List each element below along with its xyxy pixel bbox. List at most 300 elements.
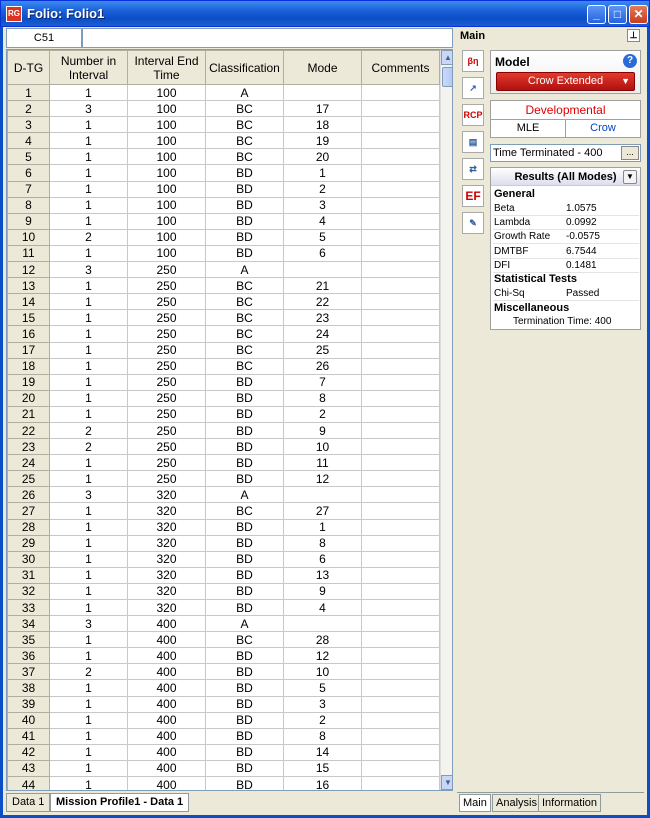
table-cell[interactable]: 320	[128, 503, 206, 519]
report-icon[interactable]: ✎	[462, 212, 484, 234]
table-cell[interactable]	[362, 728, 440, 744]
table-cell[interactable]: 2	[284, 712, 362, 728]
row-header[interactable]: 24	[8, 455, 50, 471]
table-cell[interactable]: 12	[284, 471, 362, 487]
table-cell[interactable]: 250	[128, 326, 206, 342]
table-cell[interactable]: 1	[50, 374, 128, 390]
table-cell[interactable]	[362, 117, 440, 133]
table-cell[interactable]: A	[206, 262, 284, 278]
row-header[interactable]: 23	[8, 439, 50, 455]
table-cell[interactable]: BD	[206, 439, 284, 455]
table-cell[interactable]: BD	[206, 551, 284, 567]
table-cell[interactable]: 400	[128, 616, 206, 632]
table-cell[interactable]: 5	[284, 680, 362, 696]
table-cell[interactable]: 1	[284, 165, 362, 181]
table-cell[interactable]: 22	[284, 294, 362, 310]
table-cell[interactable]: BD	[206, 535, 284, 551]
table-cell[interactable]	[362, 551, 440, 567]
vertical-scrollbar[interactable]	[440, 50, 453, 790]
table-cell[interactable]: 26	[284, 358, 362, 374]
table-cell[interactable]	[362, 503, 440, 519]
table-cell[interactable]	[362, 616, 440, 632]
table-cell[interactable]: 400	[128, 664, 206, 680]
table-cell[interactable]: 320	[128, 600, 206, 616]
table-cell[interactable]	[362, 760, 440, 776]
table-cell[interactable]: BD	[206, 165, 284, 181]
table-cell[interactable]: 25	[284, 342, 362, 358]
table-cell[interactable]: 4	[284, 600, 362, 616]
table-cell[interactable]	[362, 439, 440, 455]
table-cell[interactable]	[362, 406, 440, 422]
cell-reference-box[interactable]: C51	[6, 28, 82, 48]
row-header[interactable]: 30	[8, 551, 50, 567]
table-cell[interactable]: 400	[128, 760, 206, 776]
table-cell[interactable]: BD	[206, 664, 284, 680]
table-cell[interactable]: 8	[284, 728, 362, 744]
table-cell[interactable]: 100	[128, 149, 206, 165]
table-cell[interactable]: BC	[206, 503, 284, 519]
table-cell[interactable]: 3	[50, 262, 128, 278]
mle-option[interactable]: MLE	[491, 119, 566, 137]
table-cell[interactable]: 18	[284, 117, 362, 133]
table-cell[interactable]: 7	[284, 374, 362, 390]
table-cell[interactable]: 400	[128, 712, 206, 728]
table-cell[interactable]: 2	[50, 422, 128, 438]
table-cell[interactable]: 11	[284, 455, 362, 471]
table-cell[interactable]: 1	[50, 197, 128, 213]
row-header[interactable]: 43	[8, 760, 50, 776]
table-cell[interactable]: 1	[50, 245, 128, 261]
model-dropdown[interactable]	[496, 72, 635, 91]
row-header[interactable]: 31	[8, 567, 50, 583]
maximize-button[interactable]: □	[608, 5, 627, 24]
table-cell[interactable]: 1	[50, 696, 128, 712]
row-header[interactable]: 39	[8, 696, 50, 712]
table-cell[interactable]: 2	[50, 664, 128, 680]
row-header[interactable]: 19	[8, 374, 50, 390]
table-cell[interactable]: 14	[284, 744, 362, 760]
row-header[interactable]: 15	[8, 310, 50, 326]
table-cell[interactable]: A	[206, 616, 284, 632]
tab-information[interactable]: Information	[538, 794, 601, 812]
table-cell[interactable]	[362, 471, 440, 487]
table-cell[interactable]: 1	[50, 455, 128, 471]
table-cell[interactable]: 100	[128, 197, 206, 213]
table-cell[interactable]: 8	[284, 535, 362, 551]
table-cell[interactable]: BD	[206, 567, 284, 583]
row-header[interactable]: 14	[8, 294, 50, 310]
table-cell[interactable]: BD	[206, 744, 284, 760]
row-header[interactable]: 27	[8, 503, 50, 519]
table-cell[interactable]	[362, 777, 440, 791]
table-cell[interactable]: 320	[128, 567, 206, 583]
table-cell[interactable]: 250	[128, 422, 206, 438]
row-header[interactable]: 17	[8, 342, 50, 358]
table-cell[interactable]	[362, 245, 440, 261]
table-cell[interactable]	[362, 600, 440, 616]
row-header[interactable]: 37	[8, 664, 50, 680]
table-cell[interactable]: 1	[50, 310, 128, 326]
table-cell[interactable]: 320	[128, 583, 206, 599]
table-cell[interactable]: 1	[50, 390, 128, 406]
column-header[interactable]: Number in Interval	[50, 51, 128, 85]
ef-icon[interactable]: EF	[462, 185, 484, 207]
row-header[interactable]: 36	[8, 648, 50, 664]
table-cell[interactable]: 1	[50, 648, 128, 664]
table-cell[interactable]	[362, 664, 440, 680]
table-cell[interactable]: 10	[284, 439, 362, 455]
table-cell[interactable]: 1	[50, 600, 128, 616]
table-cell[interactable]: 1	[284, 519, 362, 535]
table-cell[interactable]: 24	[284, 326, 362, 342]
table-cell[interactable]: 28	[284, 632, 362, 648]
formula-bar[interactable]	[82, 28, 453, 48]
column-header[interactable]: Mode	[284, 51, 362, 85]
table-cell[interactable]	[362, 213, 440, 229]
row-header[interactable]: 12	[8, 262, 50, 278]
table-cell[interactable]: 1	[50, 535, 128, 551]
table-cell[interactable]: 8	[284, 390, 362, 406]
table-cell[interactable]	[284, 487, 362, 503]
table-cell[interactable]: 10	[284, 664, 362, 680]
table-cell[interactable]	[362, 744, 440, 760]
table-cell[interactable]: 1	[50, 278, 128, 294]
row-header[interactable]: 18	[8, 358, 50, 374]
column-header[interactable]: D-TG	[8, 51, 50, 85]
row-header[interactable]: 42	[8, 744, 50, 760]
table-cell[interactable]: 250	[128, 262, 206, 278]
transfer-icon[interactable]: ⇄	[462, 158, 484, 180]
column-header[interactable]: Comments	[362, 51, 440, 85]
table-cell[interactable]: 3	[50, 487, 128, 503]
table-cell[interactable]: 250	[128, 406, 206, 422]
table-cell[interactable]: 1	[50, 519, 128, 535]
table-cell[interactable]: 16	[284, 777, 362, 791]
table-cell[interactable]: 100	[128, 229, 206, 245]
row-header[interactable]: 41	[8, 728, 50, 744]
row-header[interactable]: 6	[8, 165, 50, 181]
row-header[interactable]: 13	[8, 278, 50, 294]
row-header[interactable]: 35	[8, 632, 50, 648]
table-cell[interactable]	[362, 197, 440, 213]
table-cell[interactable]: 400	[128, 744, 206, 760]
table-cell[interactable]	[362, 535, 440, 551]
chevron-down-icon[interactable]: ▼	[623, 170, 637, 184]
table-cell[interactable]: 400	[128, 728, 206, 744]
table-cell[interactable]: 100	[128, 117, 206, 133]
table-cell[interactable]: 250	[128, 278, 206, 294]
column-header[interactable]: Classification	[206, 51, 284, 85]
table-cell[interactable]: 23	[284, 310, 362, 326]
table-cell[interactable]: 2	[284, 181, 362, 197]
table-cell[interactable]	[362, 342, 440, 358]
database-icon[interactable]: ▤	[462, 131, 484, 153]
table-cell[interactable]: 1	[50, 712, 128, 728]
plot-icon[interactable]: βη	[462, 50, 484, 72]
table-cell[interactable]: 3	[284, 197, 362, 213]
scroll-up-icon[interactable]: ▲	[441, 50, 453, 65]
row-header[interactable]: 26	[8, 487, 50, 503]
time-terminated-field[interactable]	[490, 144, 641, 162]
row-header[interactable]: 33	[8, 600, 50, 616]
row-header[interactable]: 3	[8, 117, 50, 133]
table-cell[interactable]: 2	[284, 406, 362, 422]
table-cell[interactable]: 2	[50, 439, 128, 455]
table-cell[interactable]: BD	[206, 519, 284, 535]
table-cell[interactable]: 400	[128, 632, 206, 648]
table-cell[interactable]: 1	[50, 117, 128, 133]
table-cell[interactable]	[362, 326, 440, 342]
table-cell[interactable]: BD	[206, 696, 284, 712]
table-cell[interactable]: BD	[206, 728, 284, 744]
table-cell[interactable]	[362, 583, 440, 599]
table-cell[interactable]	[362, 358, 440, 374]
table-cell[interactable]: 100	[128, 133, 206, 149]
table-cell[interactable]: BC	[206, 149, 284, 165]
table-cell[interactable]: 100	[128, 181, 206, 197]
table-cell[interactable]: 100	[128, 213, 206, 229]
table-cell[interactable]: 5	[284, 229, 362, 245]
table-cell[interactable]: 250	[128, 374, 206, 390]
table-cell[interactable]: BD	[206, 777, 284, 791]
table-cell[interactable]	[362, 165, 440, 181]
table-cell[interactable]	[362, 101, 440, 117]
table-cell[interactable]: BD	[206, 648, 284, 664]
table-cell[interactable]: 1	[50, 326, 128, 342]
table-cell[interactable]: 320	[128, 487, 206, 503]
table-cell[interactable]	[362, 262, 440, 278]
table-cell[interactable]	[362, 487, 440, 503]
table-cell[interactable]: 15	[284, 760, 362, 776]
table-cell[interactable]: 3	[50, 616, 128, 632]
row-header[interactable]: 32	[8, 583, 50, 599]
table-cell[interactable]: 400	[128, 680, 206, 696]
table-cell[interactable]: 21	[284, 278, 362, 294]
table-cell[interactable]	[284, 85, 362, 101]
row-header[interactable]: 5	[8, 149, 50, 165]
row-header[interactable]: 34	[8, 616, 50, 632]
table-cell[interactable]: 250	[128, 294, 206, 310]
table-cell[interactable]: 4	[284, 213, 362, 229]
crow-option[interactable]: Crow	[566, 119, 640, 137]
table-cell[interactable]: 100	[128, 165, 206, 181]
table-cell[interactable]: 1	[50, 406, 128, 422]
table-cell[interactable]	[362, 149, 440, 165]
table-cell[interactable]: BD	[206, 213, 284, 229]
table-cell[interactable]	[362, 390, 440, 406]
table-cell[interactable]: BC	[206, 358, 284, 374]
table-cell[interactable]: 9	[284, 583, 362, 599]
table-cell[interactable]	[362, 181, 440, 197]
table-cell[interactable]: BD	[206, 197, 284, 213]
table-cell[interactable]: BD	[206, 245, 284, 261]
table-cell[interactable]	[362, 455, 440, 471]
table-cell[interactable]: 1	[50, 181, 128, 197]
table-cell[interactable]	[362, 567, 440, 583]
row-header[interactable]: 8	[8, 197, 50, 213]
table-cell[interactable]	[362, 85, 440, 101]
table-cell[interactable]: A	[206, 487, 284, 503]
row-header[interactable]: 29	[8, 535, 50, 551]
table-cell[interactable]: 1	[50, 744, 128, 760]
table-cell[interactable]: A	[206, 85, 284, 101]
sheet-tab-mission-profile[interactable]: Mission Profile1 - Data 1	[50, 793, 189, 812]
table-cell[interactable]	[362, 294, 440, 310]
table-cell[interactable]: BD	[206, 600, 284, 616]
table-cell[interactable]: 250	[128, 310, 206, 326]
app-icon[interactable]: RG	[6, 6, 22, 22]
row-header[interactable]: 2	[8, 101, 50, 117]
row-header[interactable]: 10	[8, 229, 50, 245]
table-cell[interactable]: BD	[206, 374, 284, 390]
table-cell[interactable]: 250	[128, 471, 206, 487]
row-header[interactable]: 20	[8, 390, 50, 406]
table-cell[interactable]: BD	[206, 583, 284, 599]
scroll-thumb[interactable]	[442, 67, 453, 87]
table-cell[interactable]: 6	[284, 245, 362, 261]
table-cell[interactable]: 1	[50, 358, 128, 374]
table-cell[interactable]: 400	[128, 777, 206, 791]
table-cell[interactable]	[362, 712, 440, 728]
row-header[interactable]: 16	[8, 326, 50, 342]
table-cell[interactable]: 1	[50, 728, 128, 744]
table-cell[interactable]: 400	[128, 696, 206, 712]
table-cell[interactable]: 2	[50, 229, 128, 245]
table-cell[interactable]: 27	[284, 503, 362, 519]
table-cell[interactable]: 13	[284, 567, 362, 583]
row-header[interactable]: 22	[8, 422, 50, 438]
tab-main[interactable]: Main	[459, 794, 491, 812]
minimize-button[interactable]: _	[587, 5, 606, 24]
table-cell[interactable]: 1	[50, 85, 128, 101]
table-cell[interactable]: 320	[128, 535, 206, 551]
line-chart-icon[interactable]: ↗	[462, 77, 484, 99]
table-cell[interactable]: 1	[50, 503, 128, 519]
table-cell[interactable]	[362, 648, 440, 664]
table-cell[interactable]: BC	[206, 294, 284, 310]
pin-icon[interactable]: ⊥	[627, 29, 640, 42]
row-header[interactable]: 11	[8, 245, 50, 261]
table-cell[interactable]	[284, 616, 362, 632]
table-cell[interactable]: 3	[284, 696, 362, 712]
column-header[interactable]: Interval End Time	[128, 51, 206, 85]
table-cell[interactable]	[362, 632, 440, 648]
table-cell[interactable]: 1	[50, 133, 128, 149]
rcp-icon[interactable]: RCP	[462, 104, 484, 126]
table-cell[interactable]: 1	[50, 583, 128, 599]
table-cell[interactable]: BC	[206, 342, 284, 358]
table-cell[interactable]	[362, 278, 440, 294]
table-cell[interactable]: BD	[206, 181, 284, 197]
table-cell[interactable]	[362, 696, 440, 712]
table-cell[interactable]	[362, 422, 440, 438]
table-cell[interactable]: 1	[50, 342, 128, 358]
table-cell[interactable]: 250	[128, 390, 206, 406]
row-header[interactable]: 9	[8, 213, 50, 229]
table-cell[interactable]: BC	[206, 278, 284, 294]
table-cell[interactable]: BC	[206, 326, 284, 342]
table-cell[interactable]: 100	[128, 85, 206, 101]
table-cell[interactable]	[362, 374, 440, 390]
table-cell[interactable]: BC	[206, 101, 284, 117]
table-cell[interactable]: 1	[50, 777, 128, 791]
table-cell[interactable]: BC	[206, 310, 284, 326]
ellipsis-button[interactable]: ...	[621, 146, 639, 160]
table-cell[interactable]: 9	[284, 422, 362, 438]
table-cell[interactable]: 100	[128, 245, 206, 261]
table-cell[interactable]: 1	[50, 551, 128, 567]
table-cell[interactable]	[362, 310, 440, 326]
table-cell[interactable]: BD	[206, 712, 284, 728]
table-cell[interactable]: 320	[128, 551, 206, 567]
table-cell[interactable]: 19	[284, 133, 362, 149]
table-cell[interactable]: BC	[206, 117, 284, 133]
help-icon[interactable]: ?	[623, 54, 637, 68]
table-cell[interactable]	[362, 680, 440, 696]
table-cell[interactable]: 17	[284, 101, 362, 117]
sheet-tab-data-1[interactable]: Data 1	[6, 793, 50, 812]
table-cell[interactable]: BD	[206, 680, 284, 696]
row-header[interactable]: 44	[8, 777, 50, 791]
row-header[interactable]: 25	[8, 471, 50, 487]
table-cell[interactable]	[362, 519, 440, 535]
table-cell[interactable]: 1	[50, 471, 128, 487]
table-cell[interactable]	[362, 229, 440, 245]
developmental-label[interactable]: Developmental	[525, 103, 606, 117]
row-header[interactable]: 21	[8, 406, 50, 422]
table-cell[interactable]: 400	[128, 648, 206, 664]
table-cell[interactable]: 250	[128, 342, 206, 358]
row-header[interactable]: 1	[8, 85, 50, 101]
table-cell[interactable]: 1	[50, 632, 128, 648]
table-cell[interactable]: 1	[50, 567, 128, 583]
close-button[interactable]: ✕	[629, 5, 648, 24]
table-cell[interactable]: BD	[206, 390, 284, 406]
row-header[interactable]: 28	[8, 519, 50, 535]
table-cell[interactable]: 320	[128, 519, 206, 535]
scroll-down-icon[interactable]: ▼	[441, 775, 453, 790]
table-cell[interactable]: 1	[50, 680, 128, 696]
table-cell[interactable]: 1	[50, 213, 128, 229]
row-header[interactable]: 4	[8, 133, 50, 149]
table-cell[interactable]: 250	[128, 358, 206, 374]
table-cell[interactable]: BD	[206, 422, 284, 438]
table-cell[interactable]: BC	[206, 133, 284, 149]
table-cell[interactable]: BD	[206, 471, 284, 487]
table-cell[interactable]: BC	[206, 632, 284, 648]
table-cell[interactable]: 250	[128, 455, 206, 471]
row-header[interactable]: 7	[8, 181, 50, 197]
table-cell[interactable]: 20	[284, 149, 362, 165]
table-cell[interactable]: 1	[50, 294, 128, 310]
table-cell[interactable]: BD	[206, 406, 284, 422]
table-cell[interactable]: 6	[284, 551, 362, 567]
table-cell[interactable]: 250	[128, 439, 206, 455]
row-header[interactable]: 40	[8, 712, 50, 728]
table-cell[interactable]	[284, 262, 362, 278]
table-cell[interactable]: BD	[206, 229, 284, 245]
table-cell[interactable]: BD	[206, 455, 284, 471]
table-cell[interactable]: 1	[50, 760, 128, 776]
table-cell[interactable]: BD	[206, 760, 284, 776]
tab-analysis[interactable]: Analysis	[492, 794, 541, 812]
table-cell[interactable]	[362, 133, 440, 149]
table-cell[interactable]: 100	[128, 101, 206, 117]
table-cell[interactable]: 12	[284, 648, 362, 664]
table-cell[interactable]: 3	[50, 101, 128, 117]
row-header[interactable]: 38	[8, 680, 50, 696]
table-cell[interactable]: 1	[50, 165, 128, 181]
